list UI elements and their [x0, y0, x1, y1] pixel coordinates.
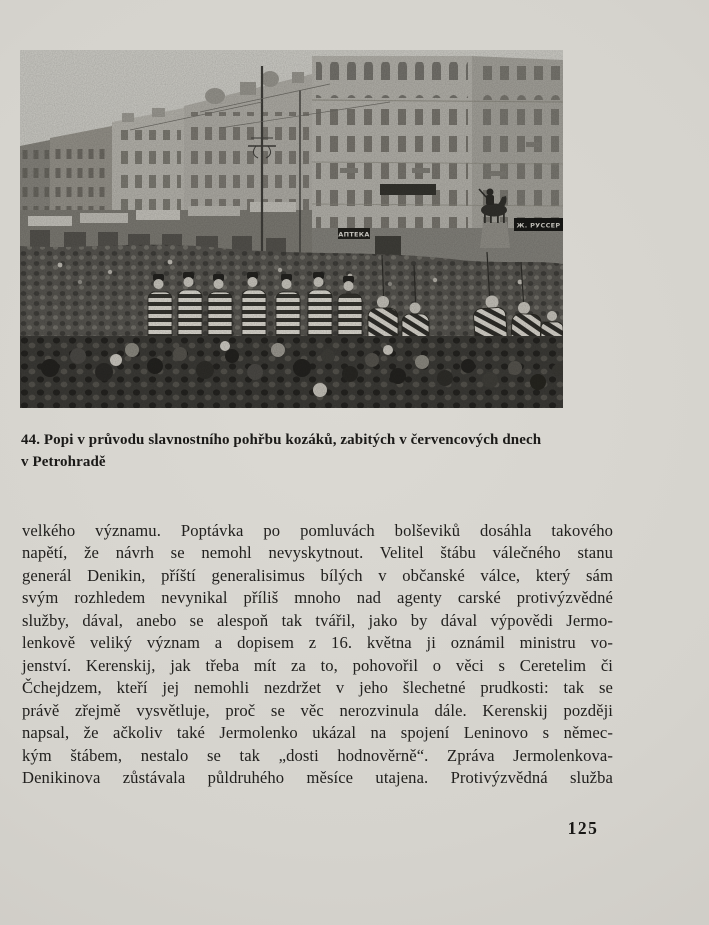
body-line: služby, dával, anebo se alespoň tak tvářil, jako by dával výpovědi Jermo-: [22, 610, 613, 630]
photo-funeral-procession-image: [20, 50, 563, 408]
body-line: Denikinova zůstávala půldruhého měsíce utajena. Protivýzvědná služba: [22, 767, 613, 787]
photo-funeral-procession: [20, 50, 563, 408]
body-line: svým rozhledem nevynikal příliš mnoho nad agenty carské protivýzvědné: [22, 588, 613, 608]
caption-line-1: 44. Popi v průvodu slavnostního pohřbu kozáků, zabitých v červencových dnech: [21, 432, 542, 448]
body-line: velkého významu. Poptávka po pomluvách bolševiků dosáhla takového: [22, 521, 613, 540]
page-number: 125: [567, 818, 599, 838]
body-line: lenkově veliký význam a dopisem z 16. května ji oznámil ministru vo-: [22, 633, 613, 653]
apteka-sign-text: АПТЕКА: [338, 230, 370, 239]
body-line: generál Denikin, příští generalisimus bílých v občanské válce, který sám: [22, 565, 613, 585]
russer-sign-text: Ж. РУССЕР: [516, 221, 561, 230]
grain-overlay: [20, 50, 563, 408]
body-line: napětí, že návrh se nemohl nevyskytnout. Velitel štábu válečného stanu: [22, 543, 613, 563]
caption-line-2: v Petrohradě: [21, 453, 106, 470]
body-line: jenství. Kerenskij, jak třeba mít za to, pohovořil o věci s Ceretelim či: [22, 655, 613, 675]
body-text: [22, 520, 613, 789]
photo-caption: [21, 430, 601, 473]
body-line: napsal, že ačkoliv také Jermolenko ukázal na spojení Leninovo s němec-: [22, 723, 613, 743]
body-line: právě zřejmě vysvětluje, proč se věc nerozvinula dále. Kerenskij později: [22, 700, 613, 720]
body-line: kým štábem, nestalo se tak „dosti hodnověrně“. Zpráva Jermolenkova-: [22, 745, 613, 765]
body-line: Čchejdzem, kteří jej nemohli nezdržet v jeho šlechetné prudkosti: tak se: [22, 678, 613, 698]
